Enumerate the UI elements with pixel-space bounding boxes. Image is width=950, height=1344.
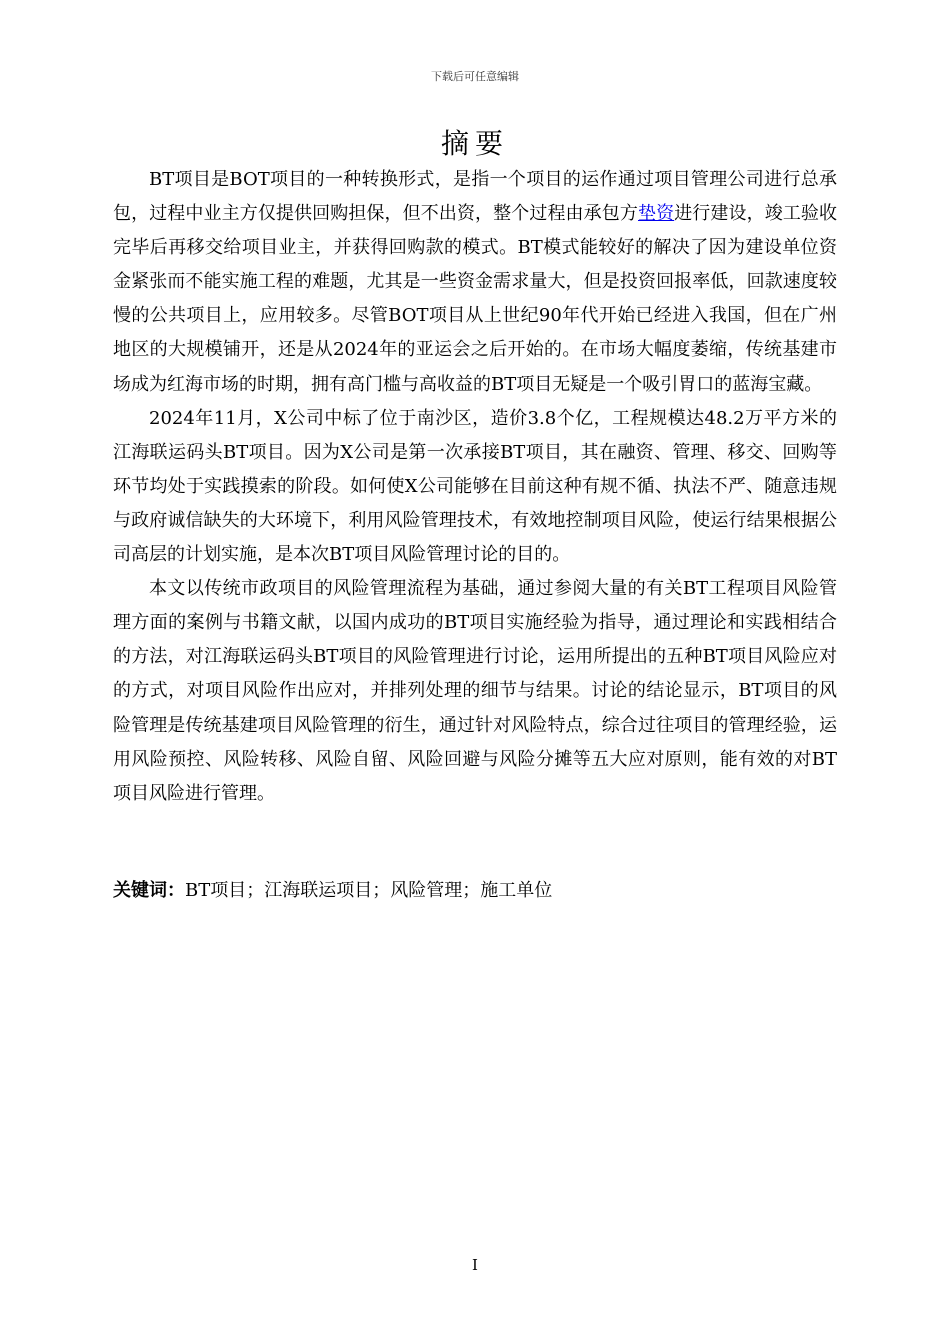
keywords-label: 关键词：	[113, 880, 185, 901]
abstract-paragraph-2: 2024年11月，X公司中标了位于南沙区，造价3.8个亿，工程规模达48.2万平方米的江海联运码头BT项目。因为X公司是第一次承接BT项目，其在融资、管理、移交、回购等环节均处于实践摸索的阶段。如何使X公司能够在目前这种有规不循、执法不严、随意违规与政府诚信缺失的大环境下，利用风险管理技术，有效地控制项目风险，使运行结果根据公司高层的计划实施，是本次BT项目风险管理讨论的目的。	[113, 407, 837, 566]
abstract-paragraph-1-text-a: BT项目是BOT项目的一种转换形式，是指一个项目的运作通过项目管理公司进行总承包，过程中业主方仅提供回购担保，但不出资，整个过程由承包方	[113, 169, 837, 225]
abstract-body	[113, 163, 837, 811]
keywords-value: BT项目；江海联运项目；风险管理；施工单位	[185, 880, 553, 901]
header-note: 下载后可任意编辑	[431, 70, 519, 83]
keywords-line	[113, 876, 837, 906]
page-number: I	[472, 1256, 478, 1274]
abstract-paragraph-1	[113, 163, 837, 402]
abstract-paragraph-1-text-b: 进行建设，竣工验收完毕后再移交给项目业主，并获得回购款的模式。BT模式能较好的解决了因为建设单位资金紧张而不能实施工程的难题，尤其是一些资金需求量大，但是投资回报率低，回款速度较慢的公共项目上，应用较多。尽管BOT项目从上世纪90年代开始已经进入我国，但在广州地区的大规模铺开，还是从2024年的亚运会之后开始的。在市场大幅度萎缩，传统基建市场成为红海市场的时期，拥有高门槛与高收益的BT项目无疑是一个吸引胃口的蓝海宝藏。	[113, 203, 838, 395]
abstract-paragraph-3: 本文以传统市政项目的风险管理流程为基础，通过参阅大量的有关BT工程项目风险管理方面的案例与书籍文献，以国内成功的BT项目实施经验为指导，通过理论和实践相结合的方法，对江海联运码头BT项目的风险管理进行讨论，运用所提出的五种BT项目风险应对的方式，对项目风险作出应对，并排列处理的细节与结果。讨论的结论显示，BT项目的风险管理是传统基建项目风险管理的衍生，通过针对风险特点，综合过往项目的管理经验，运用风险预控、风险转移、风险自留、风险回避与风险分摊等五大应对原则，能有效的对BT项目风险进行管理。	[113, 578, 837, 804]
page-title: 摘要	[440, 127, 509, 160]
dianzi-link[interactable]: 垫资	[637, 203, 675, 225]
